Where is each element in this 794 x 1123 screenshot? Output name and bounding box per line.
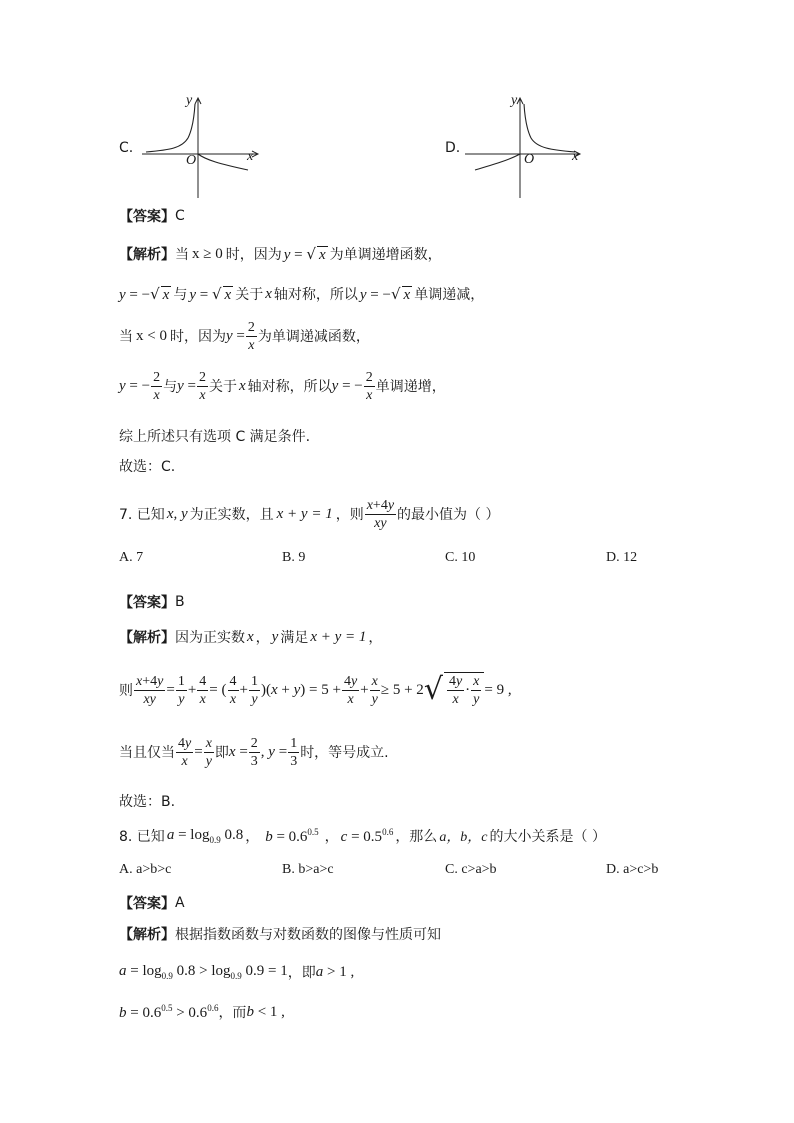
fraction: $\frac{1}{3}$ bbox=[290, 735, 298, 769]
math-y-neg-sqrt-x: y = −√ x bbox=[359, 284, 411, 303]
q8-option-c[interactable]: C. c>a>b bbox=[445, 862, 497, 877]
text: 与 bbox=[163, 379, 178, 395]
graph-option-d bbox=[465, 90, 585, 200]
q6-analysis-line-4 bbox=[119, 366, 446, 406]
fraction: $\frac{x+4y}{xy}$ bbox=[136, 673, 164, 707]
analysis-tag: 【解析】 bbox=[119, 927, 175, 943]
option-c-label: C. bbox=[119, 140, 134, 156]
fraction: $\frac{4}{x}$ bbox=[229, 673, 237, 707]
q7-choose: 故选：B. bbox=[119, 794, 176, 810]
text: 与 bbox=[173, 287, 188, 303]
answer-value: B bbox=[175, 594, 185, 610]
text: ，而 bbox=[218, 1005, 247, 1021]
q7-analysis-line-2: 则 $\frac{x+4y}{xy}$ = $\frac{1}{y}$ + $\frac{4}{x}$ = ( $\frac{4}{x}$ + $\frac{1}{y}$ )(x + y) = 5 + $\frac{4y}{x}$ + $\frac{x}{y}$ ≥ 5 + 2 √ $\frac{4y}{x}$ · $\frac{x}{y}$ = 9 , bbox=[119, 672, 512, 707]
answer-tag: 【答案】 bbox=[119, 209, 175, 225]
text: 当 bbox=[175, 247, 189, 263]
q8-answer bbox=[119, 893, 185, 913]
text: 关于 bbox=[235, 287, 264, 303]
text: 根据指数函数与对数函数的图像与性质可知 bbox=[175, 927, 441, 943]
math-b-lt-1: b < 1 , bbox=[246, 1003, 285, 1020]
math-y-2-over-x: y = bbox=[225, 327, 245, 344]
text: ， bbox=[245, 829, 260, 845]
fraction: $\frac{2}{x}$ bbox=[153, 369, 161, 403]
math-condition: x < 0 bbox=[136, 327, 167, 344]
q6-answer bbox=[119, 206, 185, 226]
text: 为单调递增函数， bbox=[329, 247, 442, 263]
text: 轴对称，所以 bbox=[247, 379, 332, 395]
math-c-def: $c = 0.5^{0.6}$ bbox=[340, 826, 394, 845]
math-y-2-over-x: y = bbox=[177, 377, 196, 394]
math-b-def: $b = 0.6^{0.5}$ bbox=[265, 826, 319, 845]
text: 时，因为 bbox=[169, 329, 226, 345]
curve-left bbox=[475, 154, 520, 170]
q8-analysis-line-2 bbox=[119, 960, 354, 984]
math-y-neg-2-over-x: y = − bbox=[119, 377, 151, 394]
math-y-neg-2-over-x: y = − bbox=[331, 377, 363, 394]
graph-option-c bbox=[140, 90, 265, 200]
fraction: $\frac{x}{y}$ bbox=[371, 673, 378, 707]
graph-d-origin: O bbox=[524, 152, 535, 167]
text: 的最小值为（ ） bbox=[397, 507, 500, 523]
fraction-target: $\frac{x+4y}{xy}$ bbox=[366, 497, 395, 531]
q8-analysis-line-3 bbox=[119, 1000, 285, 1024]
q6-analysis-line-3 bbox=[119, 316, 370, 356]
analysis-tag: 【解析】 bbox=[119, 630, 175, 646]
text: ， bbox=[255, 630, 270, 646]
fraction: $\frac{4y}{x}$ bbox=[343, 673, 358, 707]
text: ， bbox=[324, 829, 339, 845]
q8-option-b[interactable]: B. b>a>c bbox=[282, 862, 334, 877]
graph-c-y-label: y bbox=[186, 93, 193, 108]
text: ，那么 bbox=[395, 829, 438, 845]
text: 则 bbox=[119, 683, 133, 699]
q7-option-c[interactable]: C. 10 bbox=[445, 550, 476, 565]
fraction: $\frac{2}{x}$ bbox=[198, 369, 206, 403]
curve-right bbox=[524, 104, 575, 152]
q7-answer bbox=[119, 592, 185, 612]
math-x: x bbox=[247, 628, 254, 645]
text: ，则 bbox=[335, 507, 364, 523]
question-number: 8. 已知 bbox=[119, 829, 165, 845]
q8-analysis-line-1 bbox=[119, 924, 441, 944]
math-y: y bbox=[271, 628, 279, 645]
text: 的大小关系是（ ） bbox=[489, 829, 606, 845]
text: 时，等号成立. bbox=[300, 745, 389, 761]
q6-choose: 故选：C. bbox=[119, 459, 176, 475]
text: 满足 bbox=[280, 630, 309, 646]
math-y-sqrt-x: y = √ x bbox=[283, 244, 326, 263]
q6-summary: 综上所述只有选项 C 满足条件. bbox=[119, 429, 311, 445]
q7-option-b[interactable]: B. 9 bbox=[282, 550, 306, 565]
math-x: x bbox=[265, 285, 272, 302]
text: ， bbox=[368, 630, 383, 646]
math-a-def: $a = \log_{0.9} 0.8$ bbox=[166, 827, 244, 845]
math-exp-compare: $b = 0.6^{0.5} > 0.6^{0.6}$ bbox=[119, 1002, 219, 1021]
math-vars: a，b，c bbox=[439, 830, 488, 845]
math-condition: x + y = 1 bbox=[310, 628, 367, 645]
fraction: $\frac{1}{y}$ bbox=[177, 673, 185, 707]
text: 因为正实数 bbox=[175, 630, 245, 646]
text: 单调递减， bbox=[414, 287, 485, 303]
q7-stem bbox=[119, 494, 500, 534]
fraction: $\frac{4y}{x}$ bbox=[178, 735, 192, 769]
graph-d-y-label: y bbox=[511, 93, 518, 108]
q8-option-a[interactable]: A. a>b>c bbox=[119, 862, 172, 877]
option-d-label: D. bbox=[445, 140, 461, 156]
answer-tag: 【答案】 bbox=[119, 595, 175, 611]
text: 单调递增， bbox=[375, 379, 446, 395]
fraction: $\frac{1}{y}$ bbox=[250, 673, 258, 707]
graph-c-x-label: x bbox=[247, 149, 254, 164]
q6-analysis-line-1 bbox=[119, 243, 442, 265]
fraction: $\frac{2}{3}$ bbox=[250, 735, 258, 769]
answer-value: A bbox=[175, 895, 185, 911]
text: 当 bbox=[119, 329, 133, 345]
graph-c-origin: O bbox=[186, 153, 197, 168]
math-x: x bbox=[238, 377, 246, 394]
q8-option-d[interactable]: D. a>c>b bbox=[606, 862, 659, 877]
answer-tag: 【答案】 bbox=[119, 896, 175, 912]
math-y-sqrt-x: y = √ x bbox=[189, 284, 232, 303]
math-condition: x ≥ 0 bbox=[192, 245, 223, 262]
q6-analysis-line-2 bbox=[119, 283, 484, 305]
question-number: 7. 已知 bbox=[119, 507, 165, 523]
graph-d-x-label: x bbox=[572, 149, 579, 164]
answer-value: C bbox=[175, 208, 185, 224]
q7-option-a[interactable]: A. 7 bbox=[119, 550, 144, 565]
analysis-tag: 【解析】 bbox=[119, 247, 175, 263]
q7-option-d[interactable]: D. 12 bbox=[606, 550, 638, 565]
q7-analysis-line-1 bbox=[119, 626, 382, 648]
q7-analysis-line-3: 当且仅当 $\frac{4y}{x}$ = $\frac{x}{y}$ 即 x = $\frac{2}{3}$ , y = $\frac{1}{3}$ 时，等号成立. bbox=[119, 735, 389, 769]
curve-right bbox=[198, 154, 248, 170]
text: 关于 bbox=[208, 379, 237, 395]
text: 为正实数，且 bbox=[189, 507, 274, 523]
math-vars: x, y bbox=[166, 505, 188, 522]
fraction: $\frac{2}{x}$ bbox=[365, 369, 373, 403]
text: 即 bbox=[214, 745, 229, 761]
text: 为单调递减函数， bbox=[257, 329, 370, 345]
fraction: $\frac{x}{y}$ bbox=[205, 735, 212, 769]
math-condition: x + y = 1 bbox=[276, 505, 333, 522]
fraction: $\frac{4}{x}$ bbox=[199, 673, 207, 707]
text: ，即 bbox=[287, 965, 316, 981]
text: 轴对称，所以 bbox=[273, 287, 358, 303]
math-a-gt-1: a > 1 , bbox=[315, 963, 355, 980]
curve-left bbox=[146, 104, 195, 152]
fraction: $\frac{2}{x}$ bbox=[247, 319, 255, 353]
math-log-compare: $a = \log_{0.9} 0.8 > \log_{0.9} 0.9 = 1$ bbox=[119, 963, 288, 981]
text: 时，因为 bbox=[225, 247, 282, 263]
math-y-neg-sqrt-x: y = −√ x bbox=[119, 284, 170, 303]
text: 当且仅当 bbox=[119, 745, 175, 761]
q8-stem bbox=[119, 824, 606, 848]
